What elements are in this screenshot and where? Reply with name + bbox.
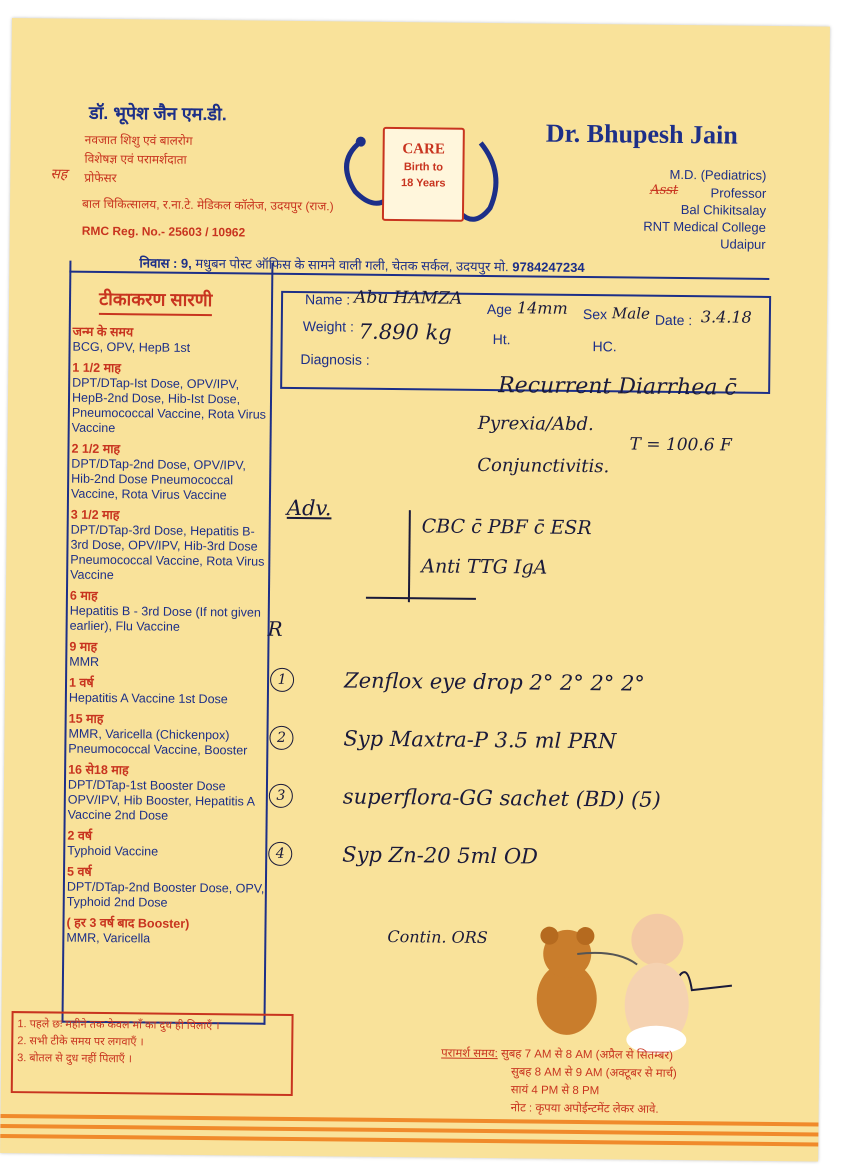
- date-label: Date :: [654, 311, 693, 329]
- hospital: Bal Chikitsalay: [680, 202, 767, 218]
- registration-number: RMC Reg. No.- 25603 / 10962: [81, 223, 246, 240]
- appointment-note: नोट : कृपया अपोईन्टमेंट लेकर आवे.: [510, 1102, 659, 1116]
- prescription-text: Zenflox eye drop 2° 2° 2° 2°: [343, 668, 646, 696]
- schedule-age: 6 माह: [69, 588, 98, 603]
- advice-underline: [366, 597, 476, 600]
- specialty-line-2: विशेषज्ञ एवं परामर्शदाता: [84, 151, 187, 167]
- city: Udaipur: [720, 236, 766, 252]
- weight-label: Weight :: [302, 318, 354, 335]
- footer-note-item: 2. सभी टीके समय पर लगवाएँ ।: [17, 1035, 144, 1049]
- schedule-age: जन्म के समय: [72, 324, 134, 340]
- prescription-text: superflora-GG sachet (BD) (5): [342, 784, 661, 812]
- sex-label: Sex: [582, 305, 608, 323]
- degree: M.D. (Pediatrics): [669, 166, 767, 183]
- prescription-number: 1: [270, 668, 294, 692]
- advice-label: Adv.: [286, 495, 332, 521]
- schedule-age: 2 1/2 माह: [71, 441, 121, 457]
- date-value: 3.4.18: [700, 307, 752, 327]
- care-logo: [382, 127, 465, 222]
- sex-value: Male: [611, 304, 651, 323]
- schedule-vaccines: Hepatitis B - 3rd Dose (If not given earlier), Flu Vaccine: [69, 603, 261, 634]
- doctor-name-english: Dr. Bhupesh Jain: [545, 118, 738, 150]
- diagnosis-label: Diagnosis :: [300, 351, 370, 368]
- schedule-vaccines: DPT/DTap-2nd Dose, OPV/IPV, Hib-2nd Dose Pneumococcal Vaccine, Rota Virus Vaccine: [70, 456, 247, 503]
- complaint-3: Conjunctivitis.: [477, 454, 610, 478]
- schedule-vaccines: MMR, Varicella (Chickenpox) Pneumococcal Vaccine, Booster: [68, 726, 248, 758]
- schedule-age: 16 से18 माह: [68, 762, 129, 778]
- address-text: मधुबन पोस्ट ऑफिस के सामने वाली गली, चेतक सर्कल, उदयपुर मो.: [195, 255, 509, 275]
- hospital-line-hindi: बाल चिकित्सालय, र.ना.टे. मेडिकल कॉलेज, उदयपुर (राज.): [81, 196, 334, 214]
- care-sub-2: 18 Years: [400, 177, 446, 190]
- schedule-vaccines: DPT/DTap-3rd Dose, Hepatitis B-3rd Dose, OPV/IPV, Hib-3rd Dose Pneumococcal Vaccine, Rota Virus Vaccine: [70, 522, 265, 583]
- consultation-timing: [441, 1045, 678, 1119]
- schedule-vaccines: MMR: [69, 654, 100, 669]
- prescription-text: Syp Maxtra-P 3.5 ml PRN: [343, 726, 617, 754]
- schedule-age: 3 1/2 माह: [70, 507, 120, 523]
- schedule-vaccines: Typhoid Vaccine: [67, 843, 159, 859]
- handwritten-prefix-hindi: सह: [50, 166, 68, 183]
- timing-2: सुबह 8 AM से 9 AM (अक्टूबर से मार्च): [510, 1066, 677, 1081]
- college: RNT Medical College: [643, 218, 766, 235]
- advice-bracket: [408, 510, 411, 602]
- prescription-item: [269, 709, 790, 772]
- schedule-vaccines: DPT/DTap-1st Booster Dose OPV/IPV, Hib Booster, Hepatitis A Vaccine 2nd Dose: [67, 777, 255, 823]
- prescription-text: Syp Zn-20 5ml OD: [342, 842, 539, 869]
- footer-note-item: 1. पहले छः महीने तक केवल माँ का दुध ही पिलाएँ ।: [17, 1018, 220, 1033]
- prescription-list: [268, 651, 790, 888]
- test-2: Anti TTG IgA: [421, 555, 548, 579]
- height-label: Ht.: [492, 331, 511, 348]
- prescription-item: [269, 767, 790, 830]
- prescription-item: [268, 825, 789, 888]
- care-title: CARE: [402, 141, 445, 158]
- footer-notes: [17, 1016, 220, 1069]
- phone-number: 9784247234: [512, 259, 585, 276]
- schedule-age: 1 वर्ष: [68, 675, 94, 690]
- doctor-name-hindi: डॉ. भूपेश जैन एम.डी.: [88, 102, 227, 125]
- care-sub-1: Birth to: [403, 161, 444, 174]
- vaccination-title: टीकाकरण सारणी: [99, 287, 213, 316]
- schedule-age: 15 माह: [68, 711, 104, 726]
- schedule-vaccines: BCG, OPV, HepB 1st: [72, 339, 191, 355]
- test-1: CBC c̄ PBF c̄ ESR: [421, 515, 592, 540]
- prescription-number: 4: [268, 842, 292, 866]
- baby-with-teddy-illustration: [516, 893, 718, 1065]
- footer-note-item: 3. बोतल से दुध नहीं पिलाएँ ।: [17, 1052, 133, 1066]
- schedule-age: 5 वर्ष: [66, 864, 92, 879]
- address-label: निवास : 9,: [139, 255, 192, 271]
- schedule-vaccines: Hepatitis A Vaccine 1st Dose: [68, 690, 228, 707]
- prescription-number: 2: [269, 726, 293, 750]
- age-label: Age: [486, 300, 512, 318]
- timing-label: परामर्श समय:: [441, 1047, 498, 1061]
- vaccination-schedule: [66, 319, 273, 948]
- title: Professor: [710, 185, 767, 201]
- schedule-vaccines: DPT/DTap-2nd Booster Dose, OPV, Typhoid 2nd Dose: [66, 879, 265, 910]
- prescription-item: [270, 651, 791, 714]
- footer-stripe-3: [0, 1134, 818, 1147]
- name-value: Abu HAMZA: [353, 287, 463, 309]
- timing-1: सुबह 7 AM से 8 AM (अप्रैल से सितम्बर): [500, 1048, 674, 1062]
- schedule-vaccines: DPT/DTap-Ist Dose, OPV/IPV, HepB-2nd Dose, Hib-Ist Dose, Pneumococcal Vaccine, Rota Virus Vaccine: [71, 375, 267, 436]
- temperature: T = 100.6 F: [629, 434, 732, 456]
- prescription-number: 3: [269, 784, 293, 808]
- prescription-paper: [0, 18, 830, 1162]
- hc-label: HC.: [592, 338, 617, 355]
- complaint-2: Pyrexia/Abd.: [477, 412, 594, 436]
- continue-ors: Contin. ORS: [387, 926, 488, 948]
- weight-value: 7.890 kg: [358, 319, 452, 345]
- specialty-line-1: नवजात शिशु एवं बालरोग: [84, 132, 193, 148]
- schedule-age: ( हर 3 वर्ष बाद Booster): [66, 915, 190, 931]
- schedule-age: 9 माह: [69, 639, 98, 654]
- age-value: 14mm: [516, 298, 568, 318]
- name-label: Name :: [304, 291, 351, 308]
- professor-label-hindi: प्रोफेसर: [84, 170, 117, 186]
- rx-symbol: R: [267, 616, 283, 641]
- schedule-vaccines: MMR, Varicella: [66, 930, 151, 946]
- timing-3: सायं 4 PM से 8 PM: [510, 1084, 600, 1098]
- schedule-age: 2 वर्ष: [67, 828, 93, 843]
- schedule-age: 1 1/2 माह: [72, 360, 122, 376]
- handwritten-prefix-english: Asst: [650, 182, 679, 198]
- complaint-1: Recurrent Diarrhea c̄: [498, 373, 737, 401]
